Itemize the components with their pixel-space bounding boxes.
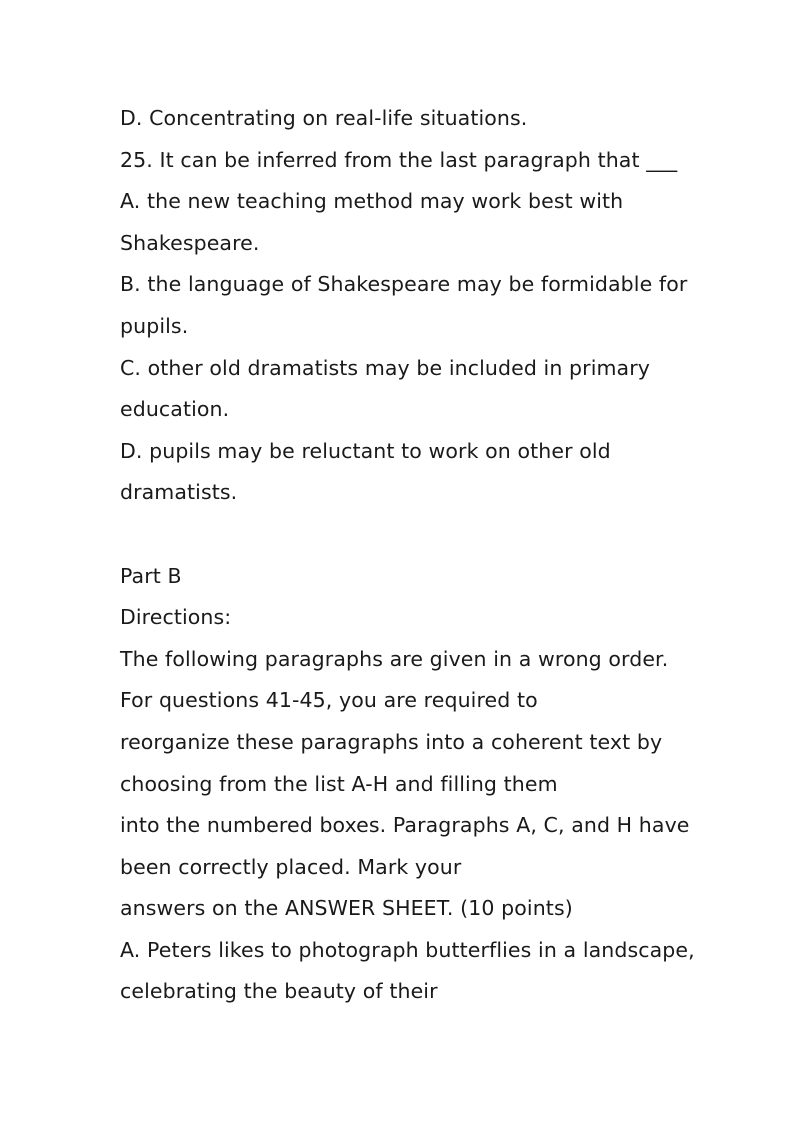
directions-line-5: into the numbered boxes. Paragraphs A, C, and H have — [120, 813, 690, 838]
document-text — [120, 98, 710, 1013]
option-d2-line-2: dramatists. — [120, 480, 238, 505]
option-c-line-1: C. other old dramatists may be included in primary — [120, 355, 650, 380]
option-a-line-1: A. the new teaching method may work best with — [120, 189, 624, 214]
paragraph-a-line-2: celebrating the beauty of their — [120, 979, 438, 1004]
directions-line-2: For questions 41-45, you are required to — [120, 688, 538, 713]
option-b-line-1: B. the language of Shakespeare may be formidable for — [120, 272, 688, 297]
paragraph-a-line-1: A. Peters likes to photograph butterflies in a landscape, — [120, 937, 695, 962]
option-b-line-2: pupils. — [120, 313, 189, 338]
directions-line-3: reorganize these paragraphs into a coherent text by — [120, 729, 663, 754]
option-d-line: D. Concentrating on real-life situations. — [120, 106, 528, 130]
option-c-line-2: education. — [120, 397, 230, 422]
directions-label: Directions: — [120, 605, 232, 630]
directions-line-1: The following paragraphs are given in a wrong order. — [120, 646, 669, 671]
section-spacer — [120, 514, 710, 556]
question-25-stem: 25. It can be inferred from the last paragraph that ___ — [120, 147, 678, 172]
directions-line-7: answers on the ANSWER SHEET. (10 points) — [120, 896, 573, 921]
part-b-heading: Part B — [120, 563, 182, 588]
directions-line-4: choosing from the list A-H and filling them — [120, 771, 558, 796]
option-d2-line-1: D. pupils may be reluctant to work on other old — [120, 438, 611, 463]
directions-line-6: been correctly placed. Mark your — [120, 854, 462, 879]
option-a-line-2: Shakespeare. — [120, 230, 260, 255]
